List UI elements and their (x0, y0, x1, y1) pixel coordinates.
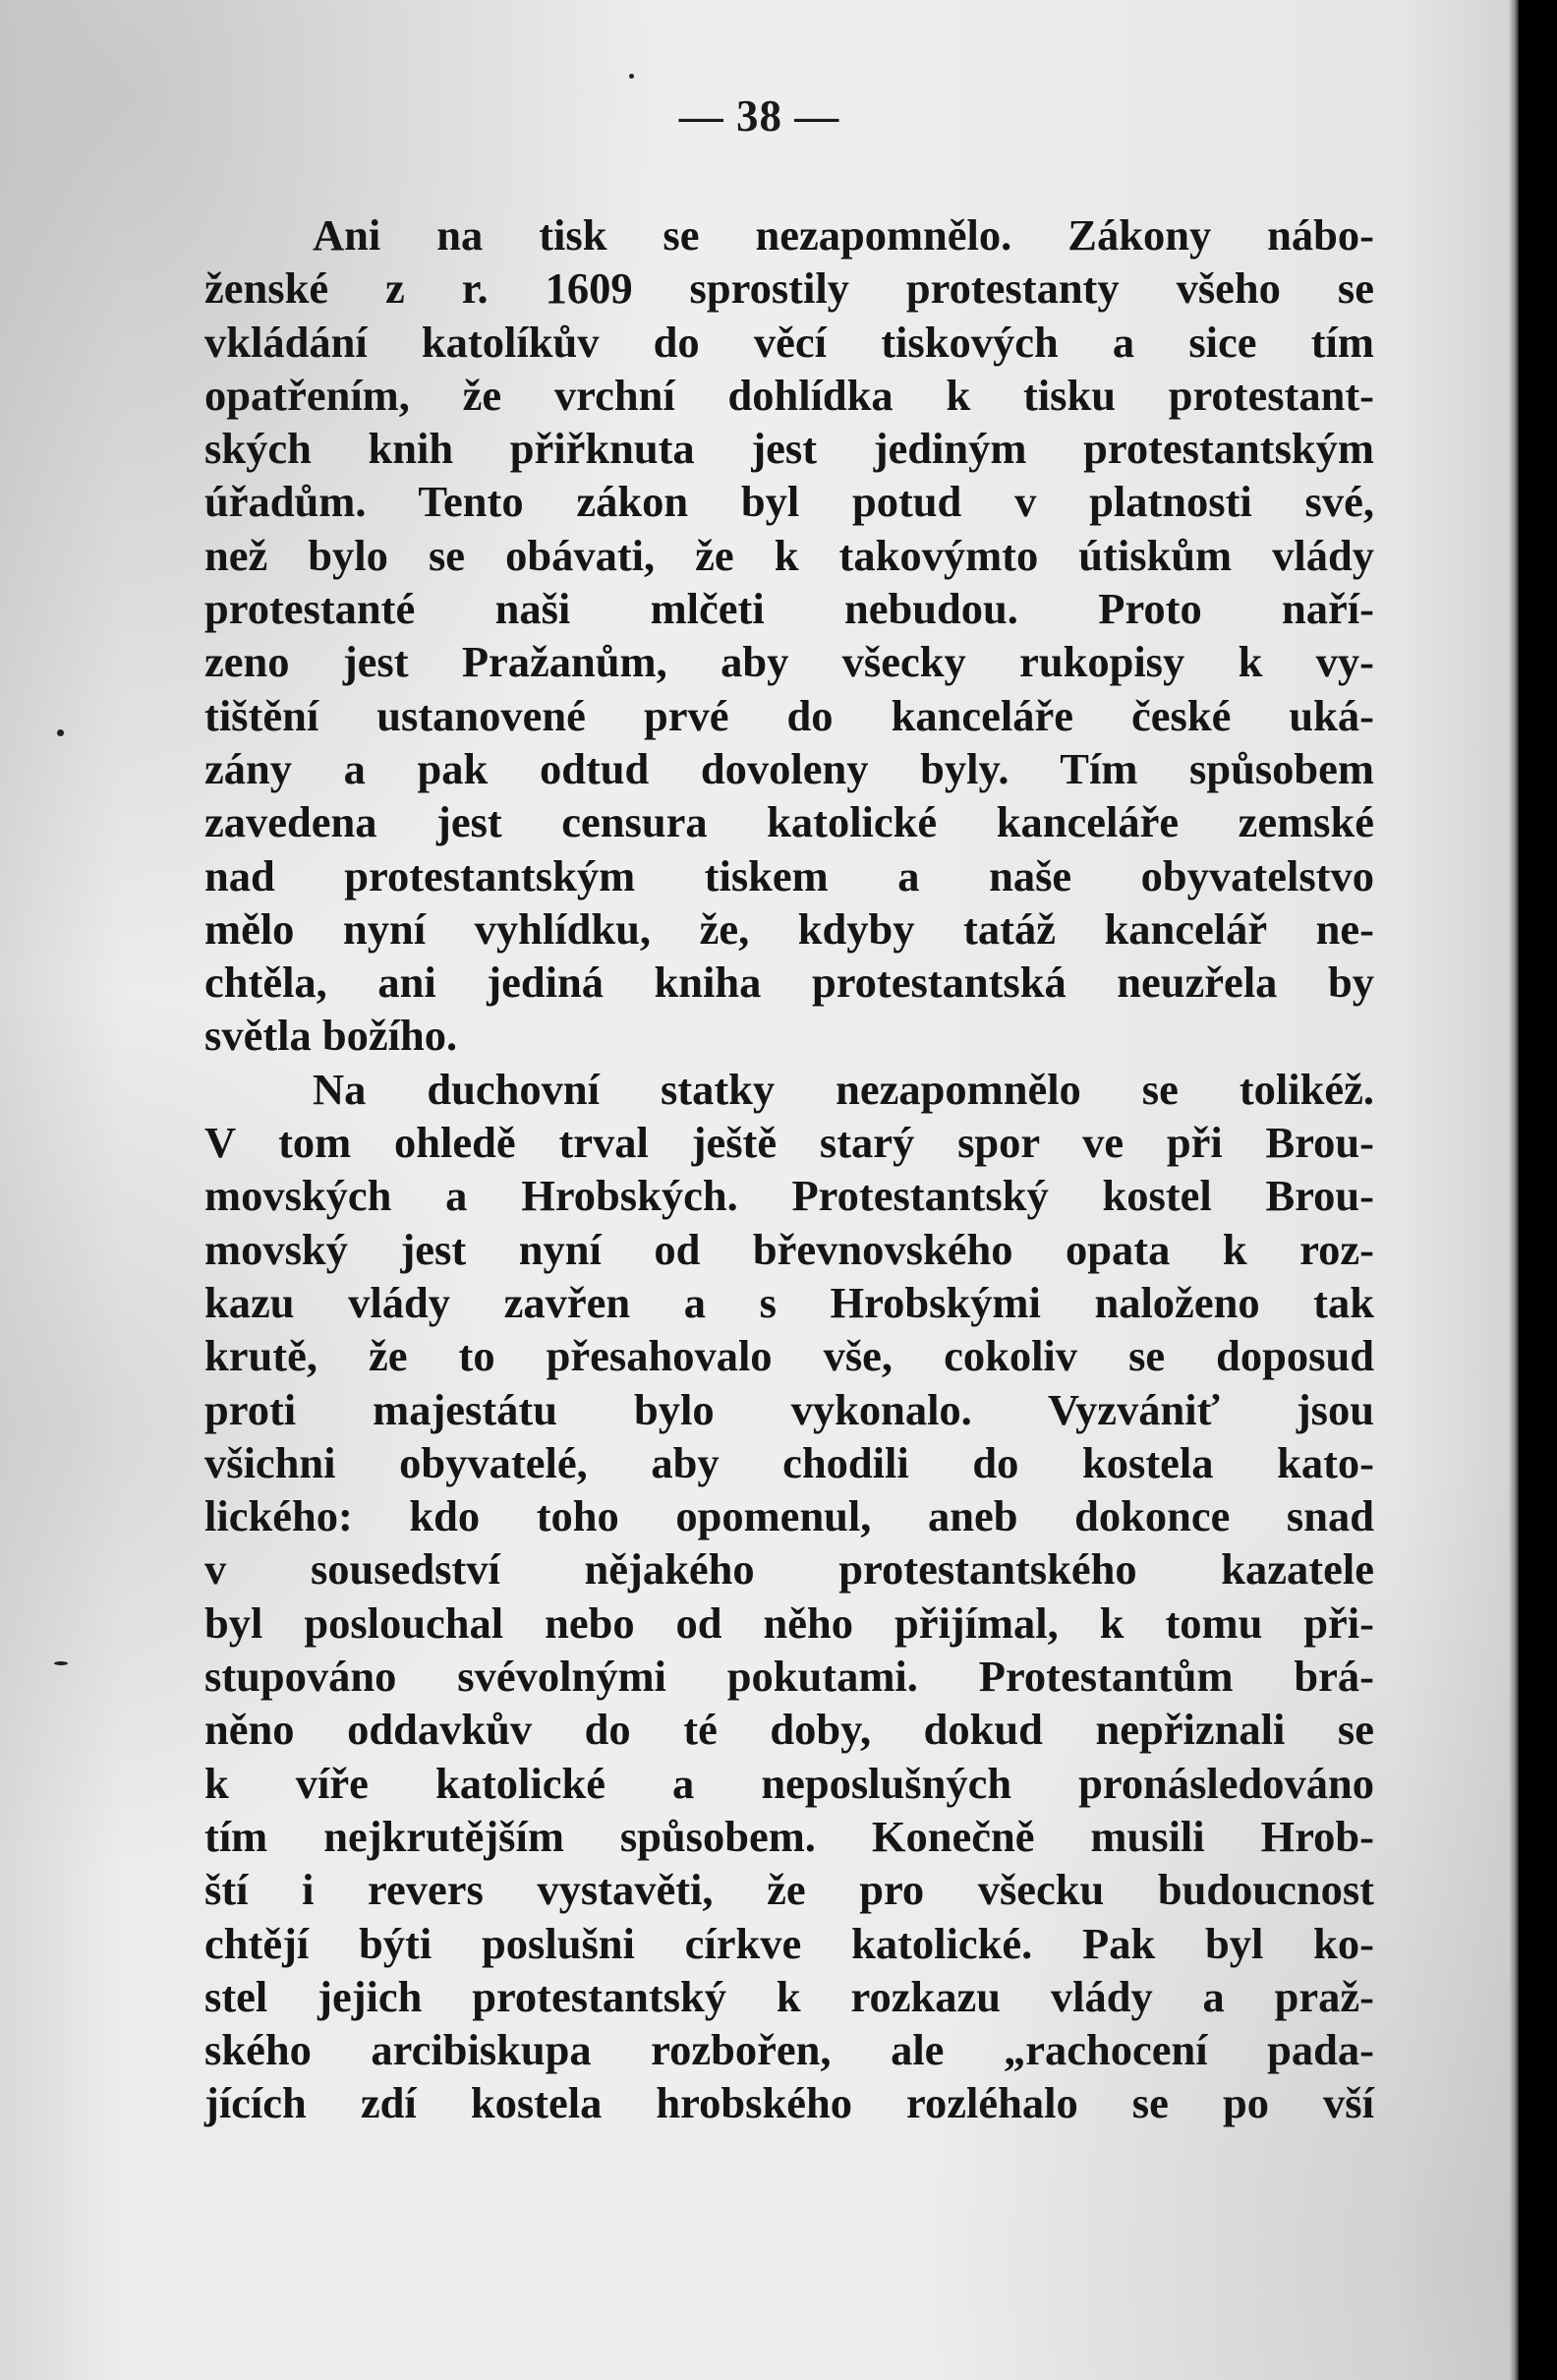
page-right-edge (1509, 0, 1519, 2380)
text-line: nad protestantským tiskem a naše obyvatelstvo (204, 850, 1374, 900)
text-line: než bylo se obávati, že k takovýmto útiskům vlády (204, 530, 1374, 580)
text-line: lického: kdo toho opomenul, aneb dokonce snad (204, 1491, 1374, 1541)
text-line: ští i revers vystavěti, že pro všecku budoucnost (204, 1865, 1374, 1915)
text-line: jících zdí kostela hrobského rozléhalo se po vší (204, 2078, 1374, 2128)
text-line: ských knih přiřknuta jest jediným protestantským (204, 424, 1374, 474)
text-line: všichni obyvatelé, aby chodili do kostela kato- (204, 1437, 1374, 1487)
text-line: stupováno svévolnými pokutami. Protestantům brá- (204, 1652, 1374, 1702)
text-line: úřadům. Tento zákon byl potud v platnosti své, (204, 477, 1374, 527)
text-line: chtěla, ani jediná kniha protestantská neuzřela by (204, 958, 1374, 1008)
text-line: zány a pak odtud dovoleny byly. Tím spůsobem (204, 743, 1374, 793)
text-line: stel jejich protestantský k rozkazu vlády a praž- (204, 1971, 1374, 2021)
text-line: movských a Hrobských. Protestantský kostel Brou- (204, 1171, 1374, 1221)
text-line: protestanté naši mlčeti nebudou. Proto naří- (204, 584, 1374, 634)
text-line: tím nejkrutějším spůsobem. Konečně musili Hrob- (204, 1811, 1374, 1861)
ink-speck (57, 729, 64, 736)
text-line: ského arcibiskupa rozbořen, ale „rachocení pada- (204, 2025, 1374, 2075)
text-line: byl poslouchal nebo od něho přijímal, k tomu při- (204, 1597, 1374, 1648)
text-line: Ani na tisk se nezapomnělo. Zákony nábo- (313, 210, 1374, 260)
text-line: Na duchovní statky nezapomnělo se tolikéž. (313, 1064, 1374, 1114)
text-line: ženské z r. 1609 sprostily protestanty všeho se (204, 263, 1374, 314)
text-line: zavedena jest censura katolické kanceláře zemské (204, 797, 1374, 847)
ink-speck (629, 74, 634, 79)
text-line: V tom ohledě trval ještě starý spor ve při Brou- (204, 1118, 1374, 1168)
body-text (204, 208, 1374, 2130)
text-line: v sousedství nějakého protestantského kazatele (204, 1544, 1374, 1595)
text-line: světla božího. (204, 1011, 458, 1061)
text-line: něno oddavkův do té doby, dokud nepřiznali se (204, 1705, 1374, 1755)
text-line: krutě, že to přesahovalo vše, cokoliv se doposud (204, 1331, 1374, 1381)
text-line: chtějí býti poslušni církve katolické. Pak byl ko- (204, 1918, 1374, 1968)
text-line: kazu vlády zavřen a s Hrobskými naloženo tak (204, 1277, 1374, 1327)
ink-speck (54, 1661, 68, 1665)
text-line: vkládání katolíkův do věcí tiskových a sice tím (204, 317, 1374, 367)
page-number: — 38 — (678, 91, 840, 141)
text-line: opatřením, že vrchní dohlídka k tisku protestant- (204, 370, 1374, 420)
text-line: zeno jest Pražanům, aby všecky rukopisy k vy- (204, 637, 1374, 687)
text-line: movský jest nyní od břevnovského opata k roz- (204, 1224, 1374, 1274)
text-line: proti majestátu bylo vykonalo. Vyzvániť jsou (204, 1384, 1374, 1434)
text-line: tištění ustanovené prvé do kanceláře české uká- (204, 690, 1374, 740)
text-line: mělo nyní vyhlídku, že, kdyby tatáž kancelář ne- (204, 903, 1374, 954)
text-line: k víře katolické a neposlušných pronásledováno (204, 1758, 1374, 1808)
